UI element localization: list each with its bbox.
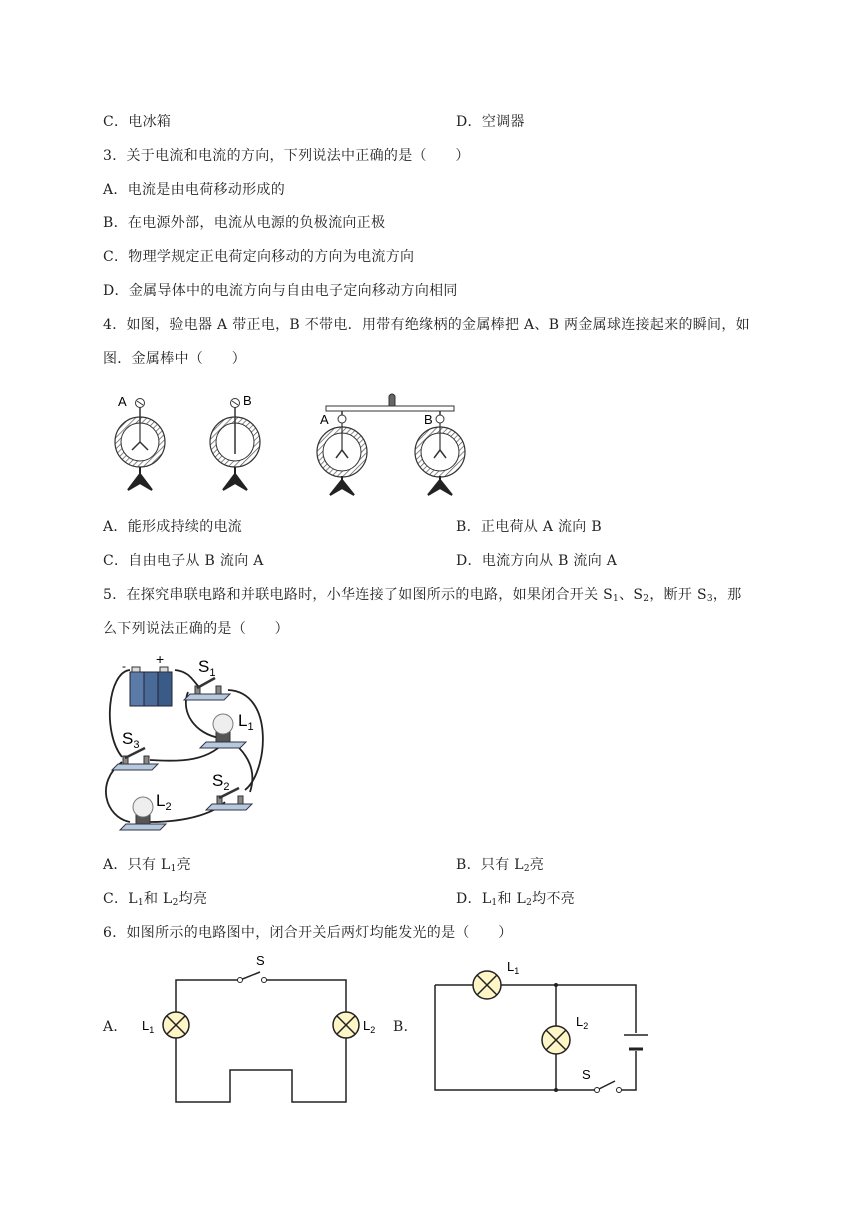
q4-option-d: D．电流方向从 B 流向 A <box>456 553 618 569</box>
q5-option-b: B．只有 $L_2$亮 <box>456 857 545 874</box>
q3-option-b: B．在电源外部，电流从电源的负极流向正极 <box>103 215 386 231</box>
q6-option-a-label: A． <box>103 1019 128 1035</box>
electroscope-a <box>115 399 165 491</box>
q2-option-c: C．电冰箱 <box>103 114 172 130</box>
circuit-b-lamp-l2 <box>542 1026 570 1054</box>
battery-minus: - <box>122 659 126 673</box>
switch-s2 <box>206 771 252 810</box>
circuit-b-diagram <box>430 955 670 1105</box>
circuit-b-label-l1: $L_1$ <box>507 959 520 976</box>
q5-option-c: C．$L_1$和 $L_2$均亮 <box>103 891 208 908</box>
q6-stem: 6．如图所示的电路图中，闭合开关后两灯均能发光的是（ ） <box>103 925 513 941</box>
q5-option-d: D．$L_1$和 $L_2$均不亮 <box>456 891 576 908</box>
battery-plus: + <box>156 651 165 667</box>
label-l1: $L_1$ <box>238 711 254 733</box>
label-s1: $S_1$ <box>198 657 216 679</box>
fig-label-a1: A <box>118 394 127 409</box>
circuit-a-switch-label: S <box>256 953 265 968</box>
circuit-b-lamp-l1 <box>473 971 501 999</box>
circuit-b-label-l2: $L_2$ <box>576 1014 589 1031</box>
switch-s3 <box>112 729 158 770</box>
q3-option-d: D．金属导体中的电流方向与自由电子定向移动方向相同 <box>103 283 458 299</box>
lamp-l2 <box>120 791 172 830</box>
circuit-a-lamp-l1 <box>163 1012 189 1038</box>
physical-circuit-figure <box>100 652 270 837</box>
fig-label-b2: B <box>424 412 433 427</box>
electroscope-b <box>210 399 260 491</box>
q6-option-b-label: B． <box>393 1019 418 1035</box>
battery <box>122 651 172 706</box>
q4-stem-line1: 4．如图，验电器 A 带正电，B 不带电．用带有绝缘柄的金属棒把 A、B 两金属球连接起来的瞬间，如 <box>103 317 750 333</box>
q5-option-a: A．只有 $L_1$亮 <box>103 857 192 874</box>
q3-stem: 3．关于电流和电流的方向，下列说法中正确的是（ ） <box>103 148 470 164</box>
q3-option-a: A．电流是由电荷移动形成的 <box>103 182 286 198</box>
circuit-a-label-l2: $L_2$ <box>363 1018 376 1035</box>
connected-electroscopes <box>317 394 465 495</box>
circuit-a-lamp-l2 <box>333 1012 359 1038</box>
circuit-a-label-l1: $L_1$ <box>142 1018 155 1035</box>
label-s3: $S_3$ <box>122 729 140 751</box>
q4-option-c: C．自由电子从 B 流向 A <box>103 553 264 569</box>
q2-option-d: D．空调器 <box>456 114 525 130</box>
circuit-b-switch-label: S <box>582 1067 591 1082</box>
q4-option-a: A．能形成持续的电流 <box>103 519 243 535</box>
q4-option-b: B．正电荷从 A 流向 B <box>456 519 602 535</box>
q4-stem-line2: 图．金属棒中（ ） <box>103 351 246 367</box>
q5-stem-line1: 5．在探究串联电路和并联电路时，小华连接了如图所示的电路，如果闭合开关 $S_1$、$S_2$，断开 $S_3$，那 <box>103 587 742 604</box>
electroscope-figure <box>110 392 470 502</box>
q3-option-c: C．物理学规定正电荷定向移动的方向为电流方向 <box>103 249 415 265</box>
fig-label-b1: B <box>243 393 252 408</box>
circuit-a-diagram <box>140 950 380 1110</box>
label-s2: $S_2$ <box>212 771 230 793</box>
lamp-l1 <box>200 711 254 748</box>
q5-stem-line2: 么下列说法正确的是（ ） <box>103 621 289 637</box>
label-l2: $L_2$ <box>156 791 172 813</box>
fig-label-a2: A <box>320 412 329 427</box>
